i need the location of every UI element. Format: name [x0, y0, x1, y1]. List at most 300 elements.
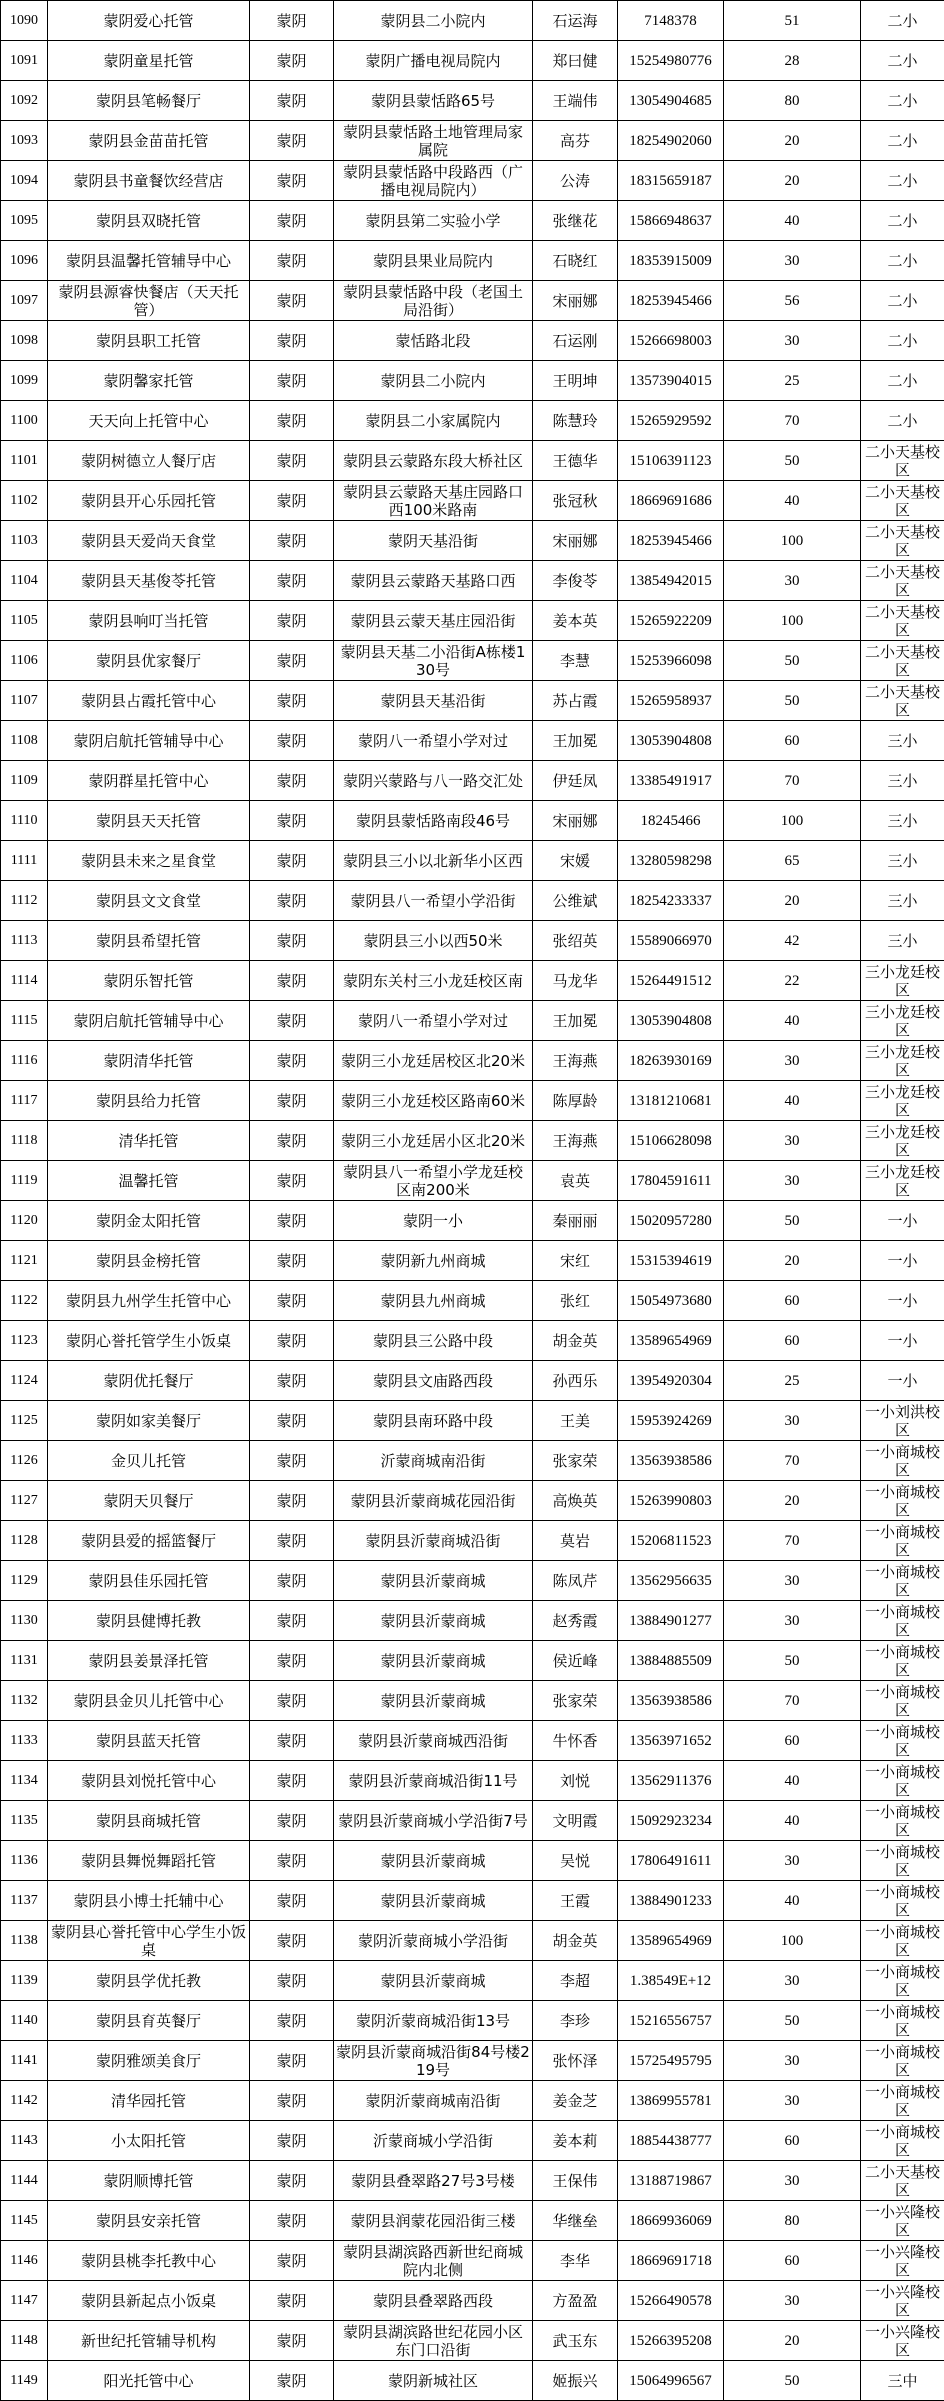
institution-name-cell: 蒙阴县新起点小饭桌 [48, 2281, 250, 2321]
table-row [1, 1241, 944, 1281]
row-number-cell: 1127 [1, 1481, 48, 1521]
capacity-cell: 30 [724, 2081, 861, 2121]
institution-name-cell: 蒙阴县天天托管 [48, 801, 250, 841]
phone-number-cell: 13562956635 [618, 1561, 724, 1601]
address-cell: 蒙阴天基沿街 [334, 521, 533, 561]
table-row [1, 1601, 944, 1641]
row-number-cell: 1104 [1, 561, 48, 601]
county-cell: 蒙阴 [250, 2121, 334, 2161]
phone-number-cell: 13869955781 [618, 2081, 724, 2121]
county-cell: 蒙阴 [250, 321, 334, 361]
capacity-cell: 50 [724, 441, 861, 481]
school-area-cell: 二小天基校区 [861, 561, 944, 601]
institution-name-cell: 蒙阴县蓝天托管 [48, 1721, 250, 1761]
county-cell: 蒙阴 [250, 1281, 334, 1321]
institution-name-cell: 蒙阴县安亲托管 [48, 2201, 250, 2241]
contact-person-cell: 胡金英 [533, 1921, 618, 1961]
address-cell: 蒙恬路北段 [334, 321, 533, 361]
capacity-cell: 100 [724, 601, 861, 641]
phone-number-cell: 18263930169 [618, 1041, 724, 1081]
table-row [1, 1321, 944, 1361]
phone-number-cell: 13573904015 [618, 361, 724, 401]
contact-person-cell: 李超 [533, 1961, 618, 2001]
phone-number-cell: 15315394619 [618, 1241, 724, 1281]
school-area-cell: 二小 [861, 81, 944, 121]
county-cell: 蒙阴 [250, 1601, 334, 1641]
school-area-cell: 一小刘洪校区 [861, 1401, 944, 1441]
institution-name-cell: 蒙阴馨家托管 [48, 361, 250, 401]
row-number-cell: 1130 [1, 1601, 48, 1641]
row-number-cell: 1119 [1, 1161, 48, 1201]
address-cell: 蒙阴三小龙廷校区路南60米 [334, 1081, 533, 1121]
capacity-cell: 30 [724, 1961, 861, 2001]
school-area-cell: 一小 [861, 1201, 944, 1241]
address-cell: 蒙阴三小龙廷居校区北20米 [334, 1041, 533, 1081]
phone-number-cell: 13589654969 [618, 1321, 724, 1361]
row-number-cell: 1128 [1, 1521, 48, 1561]
school-area-cell: 二小 [861, 41, 944, 81]
county-cell: 蒙阴 [250, 241, 334, 281]
contact-person-cell: 王德华 [533, 441, 618, 481]
contact-person-cell: 王保伟 [533, 2161, 618, 2201]
address-cell: 蒙阴县蒙恬路65号 [334, 81, 533, 121]
table-row [1, 2241, 944, 2281]
capacity-cell: 20 [724, 881, 861, 921]
institution-name-cell: 蒙阴县希望托管 [48, 921, 250, 961]
table-row [1, 1921, 944, 1961]
phone-number-cell: 15265922209 [618, 601, 724, 641]
table-row [1, 2361, 944, 2401]
table-row [1, 1561, 944, 1601]
capacity-cell: 100 [724, 1921, 861, 1961]
institution-name-cell: 蒙阴顺博托管 [48, 2161, 250, 2201]
capacity-cell: 40 [724, 201, 861, 241]
address-cell: 蒙阴兴蒙路与八一路交汇处 [334, 761, 533, 801]
table-row [1, 921, 944, 961]
school-area-cell: 一小商城校区 [861, 1641, 944, 1681]
phone-number-cell: 15092923234 [618, 1801, 724, 1841]
address-cell: 蒙阴县云蒙天基庄园沿街 [334, 601, 533, 641]
institution-name-cell: 蒙阴县职工托管 [48, 321, 250, 361]
row-number-cell: 1106 [1, 641, 48, 681]
county-cell: 蒙阴 [250, 641, 334, 681]
address-cell: 蒙阴县九州商城 [334, 1281, 533, 1321]
contact-person-cell: 姜金芝 [533, 2081, 618, 2121]
institution-name-cell: 蒙阴县笔畅餐厅 [48, 81, 250, 121]
county-cell: 蒙阴 [250, 1521, 334, 1561]
county-cell: 蒙阴 [250, 1841, 334, 1881]
phone-number-cell: 15266395208 [618, 2321, 724, 2361]
phone-number-cell: 13563938586 [618, 1681, 724, 1721]
table-row [1, 1641, 944, 1681]
contact-person-cell: 张冠秋 [533, 481, 618, 521]
phone-number-cell: 15589066970 [618, 921, 724, 961]
table-row [1, 441, 944, 481]
address-cell: 蒙阴县云蒙路天基路口西 [334, 561, 533, 601]
county-cell: 蒙阴 [250, 561, 334, 601]
address-cell: 蒙阴县沂蒙商城 [334, 1841, 533, 1881]
table-row [1, 1401, 944, 1441]
contact-person-cell: 公维斌 [533, 881, 618, 921]
contact-person-cell: 宋红 [533, 1241, 618, 1281]
address-cell: 蒙阴县沂蒙商城沿街 [334, 1521, 533, 1561]
capacity-cell: 50 [724, 2001, 861, 2041]
capacity-cell: 50 [724, 2361, 861, 2401]
address-cell: 蒙阴县文庙路西段 [334, 1361, 533, 1401]
county-cell: 蒙阴 [250, 121, 334, 161]
county-cell: 蒙阴 [250, 1441, 334, 1481]
row-number-cell: 1105 [1, 601, 48, 641]
contact-person-cell: 姜本英 [533, 601, 618, 641]
capacity-cell: 40 [724, 1081, 861, 1121]
capacity-cell: 70 [724, 1681, 861, 1721]
phone-number-cell: 15254980776 [618, 41, 724, 81]
institution-name-cell: 蒙阴县健博托教 [48, 1601, 250, 1641]
row-number-cell: 1110 [1, 801, 48, 841]
institution-name-cell: 小太阳托管 [48, 2121, 250, 2161]
institution-name-cell: 金贝儿托管 [48, 1441, 250, 1481]
capacity-cell: 80 [724, 2201, 861, 2241]
capacity-cell: 40 [724, 1001, 861, 1041]
capacity-cell: 30 [724, 2041, 861, 2081]
institution-name-cell: 蒙阴县桃李托教中心 [48, 2241, 250, 2281]
row-number-cell: 1091 [1, 41, 48, 81]
table-row [1, 641, 944, 681]
county-cell: 蒙阴 [250, 1241, 334, 1281]
county-cell: 蒙阴 [250, 961, 334, 1001]
school-area-cell: 一小商城校区 [861, 1841, 944, 1881]
address-cell: 沂蒙商城小学沿街 [334, 2121, 533, 2161]
address-cell: 蒙阴县南环路中段 [334, 1401, 533, 1441]
capacity-cell: 30 [724, 1841, 861, 1881]
table-row [1, 161, 944, 201]
school-area-cell: 二小天基校区 [861, 641, 944, 681]
address-cell: 蒙阴县三小以北新华小区西 [334, 841, 533, 881]
row-number-cell: 1108 [1, 721, 48, 761]
capacity-cell: 40 [724, 481, 861, 521]
address-cell: 蒙阴沂蒙商城小学沿街 [334, 1921, 533, 1961]
row-number-cell: 1111 [1, 841, 48, 881]
institution-name-cell: 蒙阴县书童餐饮经营店 [48, 161, 250, 201]
phone-number-cell: 13884901233 [618, 1881, 724, 1921]
school-area-cell: 一小商城校区 [861, 1761, 944, 1801]
row-number-cell: 1129 [1, 1561, 48, 1601]
phone-number-cell: 13181210681 [618, 1081, 724, 1121]
table-row [1, 1001, 944, 1041]
row-number-cell: 1149 [1, 2361, 48, 2401]
institution-name-cell: 蒙阴县育英餐厅 [48, 2001, 250, 2041]
contact-person-cell: 莫岩 [533, 1521, 618, 1561]
school-area-cell: 二小 [861, 281, 944, 321]
table-row [1, 561, 944, 601]
table-row [1, 1481, 944, 1521]
address-cell: 蒙阴县叠翠路27号3号楼 [334, 2161, 533, 2201]
contact-person-cell: 高芬 [533, 121, 618, 161]
institution-name-cell: 蒙阴县金苗苗托管 [48, 121, 250, 161]
institution-name-cell: 蒙阴县姜景泽托管 [48, 1641, 250, 1681]
contact-person-cell: 李珍 [533, 2001, 618, 2041]
table-row [1, 1161, 944, 1201]
phone-number-cell: 15264491512 [618, 961, 724, 1001]
county-cell: 蒙阴 [250, 2361, 334, 2401]
institution-name-cell: 新世纪托管辅导机构 [48, 2321, 250, 2361]
contact-person-cell: 李俊苓 [533, 561, 618, 601]
capacity-cell: 25 [724, 1361, 861, 1401]
table-row [1, 401, 944, 441]
institution-name-cell: 蒙阴雅颂美食厅 [48, 2041, 250, 2081]
school-area-cell: 一小 [861, 1361, 944, 1401]
capacity-cell: 40 [724, 1881, 861, 1921]
school-area-cell: 二小 [861, 201, 944, 241]
school-area-cell: 一小商城校区 [861, 2041, 944, 2081]
county-cell: 蒙阴 [250, 1721, 334, 1761]
county-cell: 蒙阴 [250, 1761, 334, 1801]
phone-number-cell: 15216556757 [618, 2001, 724, 2041]
school-area-cell: 二小天基校区 [861, 681, 944, 721]
capacity-cell: 30 [724, 1601, 861, 1641]
phone-number-cell: 13589654969 [618, 1921, 724, 1961]
school-area-cell: 一小 [861, 1241, 944, 1281]
row-number-cell: 1121 [1, 1241, 48, 1281]
school-area-cell: 三小龙廷校区 [861, 1081, 944, 1121]
row-number-cell: 1122 [1, 1281, 48, 1321]
institution-name-cell: 蒙阴县爱的摇篮餐厅 [48, 1521, 250, 1561]
institution-name-cell: 蒙阴如家美餐厅 [48, 1401, 250, 1441]
contact-person-cell: 王端伟 [533, 81, 618, 121]
capacity-cell: 60 [724, 1321, 861, 1361]
address-cell: 蒙阴三小龙廷居小区北20米 [334, 1121, 533, 1161]
row-number-cell: 1142 [1, 2081, 48, 2121]
institution-name-cell: 温馨托管 [48, 1161, 250, 1201]
table-row [1, 2081, 944, 2121]
contact-person-cell: 李华 [533, 2241, 618, 2281]
institution-name-cell: 蒙阴乐智托管 [48, 961, 250, 1001]
institution-name-cell: 清华托管 [48, 1121, 250, 1161]
county-cell: 蒙阴 [250, 1041, 334, 1081]
row-number-cell: 1148 [1, 2321, 48, 2361]
contact-person-cell: 张怀泽 [533, 2041, 618, 2081]
school-area-cell: 二小 [861, 321, 944, 361]
county-cell: 蒙阴 [250, 1681, 334, 1721]
capacity-cell: 30 [724, 241, 861, 281]
contact-person-cell: 伊廷凤 [533, 761, 618, 801]
address-cell: 蒙阴县沂蒙商城沿街84号楼219号 [334, 2041, 533, 2081]
school-area-cell: 三小 [861, 761, 944, 801]
phone-number-cell: 18669936069 [618, 2201, 724, 2241]
address-cell: 蒙阴县叠翠路西段 [334, 2281, 533, 2321]
contact-person-cell: 张家荣 [533, 1441, 618, 1481]
school-area-cell: 二小天基校区 [861, 2161, 944, 2201]
table-row [1, 281, 944, 321]
county-cell: 蒙阴 [250, 41, 334, 81]
contact-person-cell: 刘悦 [533, 1761, 618, 1801]
table-row [1, 1121, 944, 1161]
contact-person-cell: 华继垒 [533, 2201, 618, 2241]
capacity-cell: 30 [724, 321, 861, 361]
address-cell: 蒙阴县沂蒙商城 [334, 1641, 533, 1681]
phone-number-cell: 17804591611 [618, 1161, 724, 1201]
school-area-cell: 三小龙廷校区 [861, 961, 944, 1001]
contact-person-cell: 王海燕 [533, 1041, 618, 1081]
school-area-cell: 一小兴隆校区 [861, 2321, 944, 2361]
row-number-cell: 1117 [1, 1081, 48, 1121]
county-cell: 蒙阴 [250, 441, 334, 481]
institution-name-cell: 蒙阴启航托管辅导中心 [48, 1001, 250, 1041]
phone-number-cell: 13562911376 [618, 1761, 724, 1801]
phone-number-cell: 18315659187 [618, 161, 724, 201]
school-area-cell: 一小兴隆校区 [861, 2201, 944, 2241]
capacity-cell: 20 [724, 1241, 861, 1281]
row-number-cell: 1098 [1, 321, 48, 361]
contact-person-cell: 方盈盈 [533, 2281, 618, 2321]
institution-name-cell: 蒙阴县未来之星食堂 [48, 841, 250, 881]
contact-person-cell: 宋媛 [533, 841, 618, 881]
institution-name-cell: 蒙阴县天基俊苓托管 [48, 561, 250, 601]
address-cell: 蒙阴县沂蒙商城 [334, 1961, 533, 2001]
county-cell: 蒙阴 [250, 1921, 334, 1961]
capacity-cell: 100 [724, 521, 861, 561]
address-cell: 蒙阴县蒙恬路中段（老国土局沿街） [334, 281, 533, 321]
contact-person-cell: 张家荣 [533, 1681, 618, 1721]
table-row [1, 1881, 944, 1921]
county-cell: 蒙阴 [250, 161, 334, 201]
row-number-cell: 1109 [1, 761, 48, 801]
institution-name-cell: 蒙阴县源睿快餐店（天天托管） [48, 281, 250, 321]
school-area-cell: 三小龙廷校区 [861, 1001, 944, 1041]
row-number-cell: 1144 [1, 2161, 48, 2201]
school-area-cell: 二小天基校区 [861, 441, 944, 481]
table-row [1, 361, 944, 401]
contact-person-cell: 陈厚龄 [533, 1081, 618, 1121]
contact-person-cell: 张红 [533, 1281, 618, 1321]
capacity-cell: 70 [724, 401, 861, 441]
capacity-cell: 51 [724, 1, 861, 41]
row-number-cell: 1135 [1, 1801, 48, 1841]
institution-name-cell: 蒙阴县佳乐园托管 [48, 1561, 250, 1601]
contact-person-cell: 孙西乐 [533, 1361, 618, 1401]
capacity-cell: 65 [724, 841, 861, 881]
school-area-cell: 三小 [861, 841, 944, 881]
table-row [1, 681, 944, 721]
phone-number-cell: 17806491611 [618, 1841, 724, 1881]
county-cell: 蒙阴 [250, 2241, 334, 2281]
county-cell: 蒙阴 [250, 1201, 334, 1241]
address-cell: 蒙阴县沂蒙商城西沿街 [334, 1721, 533, 1761]
phone-number-cell: 18254902060 [618, 121, 724, 161]
phone-number-cell: 7148378 [618, 1, 724, 41]
row-number-cell: 1131 [1, 1641, 48, 1681]
contact-person-cell: 姜本莉 [533, 2121, 618, 2161]
address-cell: 蒙阴县沂蒙商城 [334, 1881, 533, 1921]
contact-person-cell: 姬振兴 [533, 2361, 618, 2401]
row-number-cell: 1145 [1, 2201, 48, 2241]
institution-name-cell: 蒙阴县温馨托管辅导中心 [48, 241, 250, 281]
row-number-cell: 1115 [1, 1001, 48, 1041]
contact-person-cell: 胡金英 [533, 1321, 618, 1361]
phone-number-cell: 15064996567 [618, 2361, 724, 2401]
contact-person-cell: 赵秀霞 [533, 1601, 618, 1641]
contact-person-cell: 宋丽娜 [533, 281, 618, 321]
table-row [1, 1761, 944, 1801]
address-cell: 蒙阴县沂蒙商城小学沿街7号 [334, 1801, 533, 1841]
row-number-cell: 1132 [1, 1681, 48, 1721]
row-number-cell: 1146 [1, 2241, 48, 2281]
table-row [1, 81, 944, 121]
capacity-cell: 20 [724, 1481, 861, 1521]
row-number-cell: 1093 [1, 121, 48, 161]
school-area-cell: 三小 [861, 921, 944, 961]
row-number-cell: 1143 [1, 2121, 48, 2161]
row-number-cell: 1102 [1, 481, 48, 521]
address-cell: 蒙阴一小 [334, 1201, 533, 1241]
row-number-cell: 1101 [1, 441, 48, 481]
row-number-cell: 1134 [1, 1761, 48, 1801]
row-number-cell: 1139 [1, 1961, 48, 2001]
contact-person-cell: 王霞 [533, 1881, 618, 1921]
county-cell: 蒙阴 [250, 1321, 334, 1361]
capacity-cell: 70 [724, 1521, 861, 1561]
institution-name-cell: 蒙阴县九州学生托管中心 [48, 1281, 250, 1321]
row-number-cell: 1097 [1, 281, 48, 321]
contact-person-cell: 石运海 [533, 1, 618, 41]
institution-name-cell: 蒙阴爱心托管 [48, 1, 250, 41]
capacity-cell: 50 [724, 641, 861, 681]
county-cell: 蒙阴 [250, 521, 334, 561]
school-area-cell: 二小天基校区 [861, 601, 944, 641]
school-area-cell: 一小商城校区 [861, 1881, 944, 1921]
address-cell: 蒙阴县二小院内 [334, 361, 533, 401]
county-cell: 蒙阴 [250, 841, 334, 881]
phone-number-cell: 15266490578 [618, 2281, 724, 2321]
table-row [1, 1361, 944, 1401]
county-cell: 蒙阴 [250, 1081, 334, 1121]
phone-number-cell: 15266698003 [618, 321, 724, 361]
table-row [1, 481, 944, 521]
institution-name-cell: 蒙阴优托餐厅 [48, 1361, 250, 1401]
table-row [1, 1681, 944, 1721]
address-cell: 蒙阴县沂蒙商城 [334, 1681, 533, 1721]
row-number-cell: 1120 [1, 1201, 48, 1241]
table-row [1, 2041, 944, 2081]
row-number-cell: 1126 [1, 1441, 48, 1481]
row-number-cell: 1123 [1, 1321, 48, 1361]
school-area-cell: 一小商城校区 [861, 1481, 944, 1521]
county-cell: 蒙阴 [250, 601, 334, 641]
table-row [1, 2001, 944, 2041]
school-area-cell: 二小天基校区 [861, 521, 944, 561]
school-area-cell: 一小兴隆校区 [861, 2281, 944, 2321]
contact-person-cell: 王加冕 [533, 1001, 618, 1041]
address-cell: 蒙阴县天基沿街 [334, 681, 533, 721]
institution-name-cell: 蒙阴县学优托教 [48, 1961, 250, 2001]
address-cell: 蒙阴新九州商城 [334, 1241, 533, 1281]
county-cell: 蒙阴 [250, 1, 334, 41]
contact-person-cell: 石晓红 [533, 241, 618, 281]
address-cell: 蒙阴县三公路中段 [334, 1321, 533, 1361]
table-row [1, 1841, 944, 1881]
row-number-cell: 1092 [1, 81, 48, 121]
address-cell: 蒙阴县二小院内 [334, 1, 533, 41]
school-area-cell: 一小 [861, 1281, 944, 1321]
phone-number-cell: 18669691718 [618, 2241, 724, 2281]
address-cell: 蒙阴县八一希望小学龙廷校区南200米 [334, 1161, 533, 1201]
phone-number-cell: 15206811523 [618, 1521, 724, 1561]
address-cell: 蒙阴县云蒙路东段大桥社区 [334, 441, 533, 481]
institution-name-cell: 蒙阴童星托管 [48, 41, 250, 81]
school-area-cell: 二小天基校区 [861, 481, 944, 521]
institution-name-cell: 清华园托管 [48, 2081, 250, 2121]
address-cell: 蒙阴广播电视局院内 [334, 41, 533, 81]
